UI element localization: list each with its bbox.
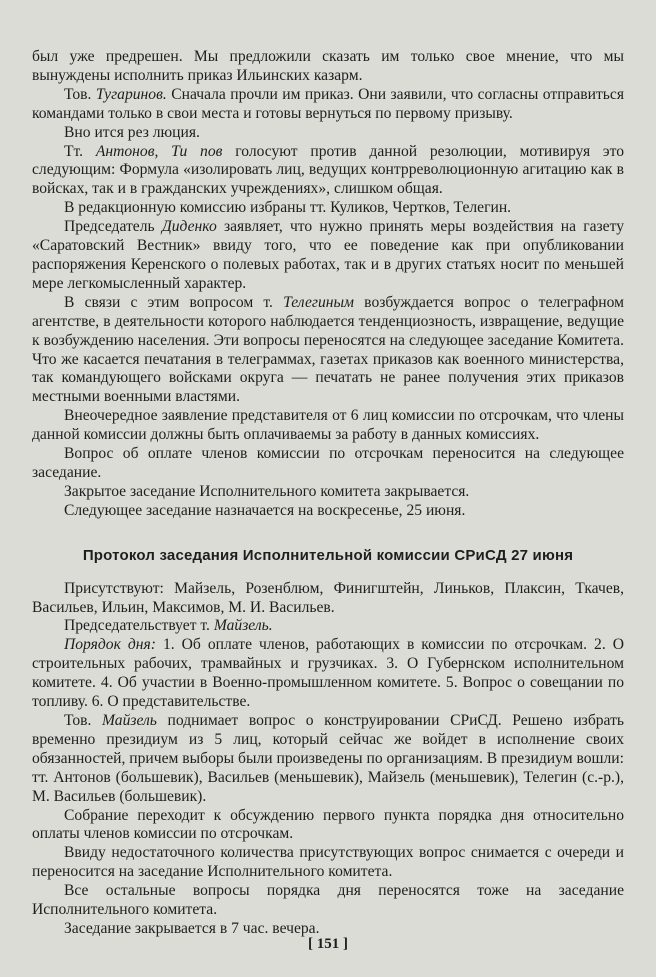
paragraph: Следующее заседание назначается на воскресенье, 25 июня.	[64, 501, 466, 519]
top-section	[32, 48, 624, 521]
paragraph: Тт. Антонов, Ти пов голосуют против данной резолюции, мотивируя это следующим: Формула «изолировать лиц, ведущих контрреволюционную агитацию как в войсках, так и в гражданских учреждениях», слишком общая.	[32, 142, 625, 198]
paragraph: Тов. Тугаринов. Сначала прочли им приказ. Они заявили, что согласны отправиться командами только в свои места и готовы вернуться по первому призыву.	[32, 85, 624, 122]
section-heading: Протокол заседания Исполнительной комиссии СРиСД 27 июня	[82, 546, 574, 564]
paragraph: Вопрос об оплате членов комиссии по отсрочкам переносится на следующее заседание.	[32, 445, 624, 481]
bottom-section	[32, 580, 624, 939]
paragraph: был уже предрешен. Мы предложили сказать им только свое мнение, что мы вынуждены исполнить приказ Ильинских казарм.	[32, 48, 624, 84]
paragraph: Председательствует т. Майзель.	[64, 617, 273, 635]
paragraph: Ввиду недостаточного количества присутствующих вопрос снимается с очереди и переносится на заседание Исполнительного комитета.	[32, 844, 624, 881]
paragraph: Все остальные вопросы порядка дня переносятся тоже на заседание Исполнительного комитета.	[32, 882, 624, 919]
speaker-name: Диденко	[161, 218, 217, 236]
paragraph: Присутствуют: Майзель, Розенблюм, Финигштейн, Линьков, Плаксин, Ткачев, Васильев, Ильин, Максимов, М. И. Васильев.	[32, 579, 624, 616]
paragraph: В редакционную комиссию избраны тт. Куликов, Чертков, Телегин.	[64, 199, 512, 217]
paragraph: Председатель Диденко заявляет, что нужно принять меры воздействия на газету «Саратовский Вестник» ввиду того, что ее поведение как при опубликовании распоряжения Керенского о полевых работах, так и в других статьях носит по меньшей мере легкомысленный характер.	[32, 218, 624, 292]
paragraph: Заседание закрывается в 7 час. вечера.	[64, 919, 320, 937]
paragraph: Собрание переходит к обсуждению первого пункта порядка дня относительно оплаты членов комиссии по отсрочкам.	[32, 806, 624, 843]
paragraph: Тов. Майзель поднимает вопрос о конструировании СРиСД. Решено избрать временно президиум из 5 лиц, который сейчас же войдет в исполнение своих обязанностей, причем выборы были произведены по организациям. В президиум вошли: тт. Антонов (большевик), Васильев (меньшевик), Майзель (меньшевик), Телегин (с.-р.), М. Васильев (большевик).	[32, 712, 625, 805]
paragraph: Вно ится рез люция.	[64, 123, 200, 141]
agenda-label: Порядок дня:	[64, 636, 156, 654]
paragraph: Внеочередное заявление представителя от 6 лиц комиссии по отсрочкам, что члены данной комиссии должны быть оплачиваемы за работу в данных комиссиях.	[32, 407, 624, 444]
speaker-name: Майзель.	[213, 617, 273, 635]
speaker-name: Телегиным	[283, 293, 354, 311]
paragraph: В связи с этим вопросом т. Телегиным возбуждается вопрос о телеграфном агентстве, в деятельности которого наблюдается тенденциозность, извращение, ведущие к возбуждению населения. Эти вопросы переносятся на следующее заседание Комитета. Что же касается печатания в телеграммах, газетах приказов как военного министерства, так командующего войсками округа — печатать не ранее получения этих приказов местными военными властями.	[32, 293, 624, 406]
speaker-name: Антонов, Ти пов	[95, 142, 223, 160]
speaker-name: Майзель	[102, 712, 157, 729]
paragraph: Закрытое заседание Исполнительного комитета закрывается.	[64, 482, 470, 500]
page-number: [ 151 ]	[308, 936, 348, 952]
speaker-name: Тугаринов.	[95, 85, 167, 103]
paragraph: Порядок дня: 1. Об оплате членов, работающих в комиссии по отсрочкам. 2. О строительных рабочих, трамвайных и грузчиках. 3. О Губернском исполнительном комитете. 4. Об участии в Военно-промышленном комитете. 5. Вопрос о совещании по топливу. 6. О представительстве.	[32, 636, 625, 711]
